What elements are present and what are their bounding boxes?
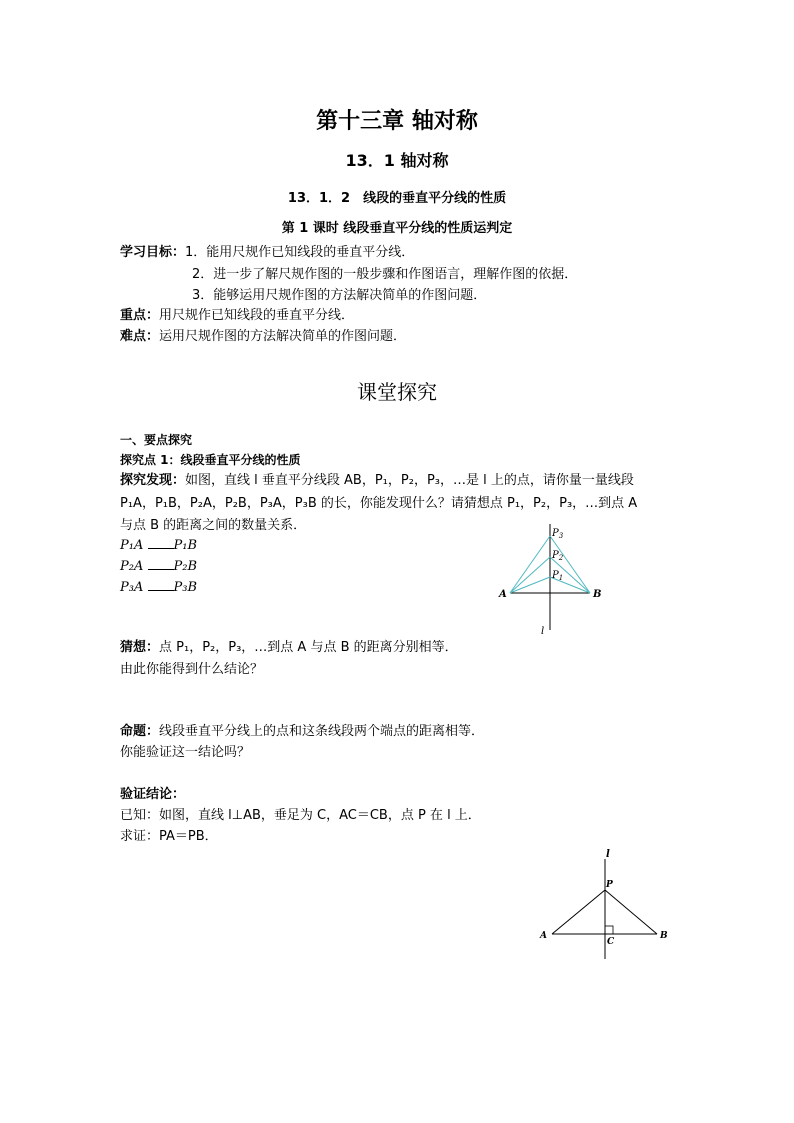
guess-text: 点 P₁，P₂，P₃，…到点 A 与点 B 的距离分别相等． (159, 640, 458, 655)
guess-line (120, 638, 458, 658)
point-heading: 探究点 1：线段垂直平分线的性质 (120, 453, 301, 467)
compare-right: P₃B (173, 580, 198, 595)
discovery-line-1 (120, 471, 634, 491)
key-point-text: 用尺规作已知线段的垂直平分线． (159, 308, 355, 323)
chapter-title: 第十三章 轴对称 (316, 109, 478, 134)
label-b: B (660, 931, 668, 941)
verify-label: 验证结论： (120, 787, 186, 802)
segment-pa (552, 890, 605, 934)
label-l: l (541, 626, 545, 637)
objective-item: 3．能够运用尺规作图的方法解决简单的作图问题． (192, 288, 487, 303)
answer-blank[interactable] (148, 557, 174, 570)
subsection-title: 13．1．2 线段的垂直平分线的性质 (287, 191, 507, 206)
compare-row (120, 557, 197, 577)
label-p3: $P_3$ (552, 528, 564, 540)
compare-right: P₁B (173, 538, 198, 553)
answer-blank[interactable] (148, 536, 174, 549)
label-p1: $P_1$ (552, 570, 564, 582)
compare-row (120, 578, 197, 598)
guess-label: 猜想： (120, 640, 160, 655)
objective-item: 2．进一步了解尺规作图的一般步骤和作图语言，理解作图的依据． (192, 267, 578, 282)
key-point-line (120, 306, 354, 326)
label-p2: $P_2$ (552, 550, 564, 562)
perpendicular-bisector-figure (490, 522, 610, 642)
discovery-line-3: 与点 B 的距离之间的数量关系． (120, 518, 307, 533)
label-c: C (607, 937, 615, 947)
given-text: 已知：如图，直线 l⊥AB，垂足为 C，AC＝CB，点 P 在 l 上． (120, 808, 481, 823)
compare-left: P₂A (120, 559, 144, 574)
difficulty-label: 难点： (120, 329, 160, 344)
proposition-label: 命题： (120, 724, 160, 739)
proposition-question: 你能验证这一结论吗？ (120, 745, 251, 760)
label-l: l (606, 849, 610, 860)
prove-text: 求证：PA＝PB． (120, 829, 218, 844)
proposition-line (120, 722, 484, 742)
compare-right: P₂B (173, 559, 198, 574)
objectives-label: 学习目标： (120, 245, 186, 260)
guess-question: 由此你能得到什么结论？ (120, 662, 264, 677)
answer-blank[interactable] (148, 578, 174, 591)
label-b: B (593, 589, 602, 600)
objectives-line-1 (120, 243, 414, 263)
discovery-text: 如图，直线 l 垂直平分线段 AB，P₁，P₂，P₃，…是 l 上的点，请你量一量线段 (185, 473, 634, 488)
compare-left: P₃A (120, 580, 144, 595)
key-point-label: 重点： (120, 308, 160, 323)
objective-item: 1．能用尺规作已知线段的垂直平分线． (185, 245, 415, 260)
difficulty-text: 运用尺规作图的方法解决简单的作图问题． (159, 329, 407, 344)
right-angle-mark (605, 926, 613, 934)
proof-figure (535, 845, 675, 965)
label-a: A (499, 589, 507, 600)
part-one-heading: 一、要点探究 (120, 433, 193, 447)
compare-row (120, 536, 197, 556)
classroom-heading: 课堂探究 (357, 380, 437, 404)
difficulty-line (120, 327, 406, 347)
section-title: 13．1 轴对称 (345, 151, 449, 170)
compare-left: P₁A (120, 538, 144, 553)
label-p: P (606, 880, 613, 890)
discovery-line-2: P₁A，P₁B，P₂A，P₂B，P₃A，P₃B 的长，你能发现什么？请猜想点 P₁，P₂，P₃，…到点 A (120, 496, 638, 511)
label-a: A (540, 931, 547, 941)
proposition-text: 线段垂直平分线上的点和这条线段两个端点的距离相等． (159, 724, 485, 739)
discovery-label: 探究发现： (120, 473, 186, 488)
lesson-title: 第 1 课时 线段垂直平分线的性质运判定 (281, 221, 513, 236)
